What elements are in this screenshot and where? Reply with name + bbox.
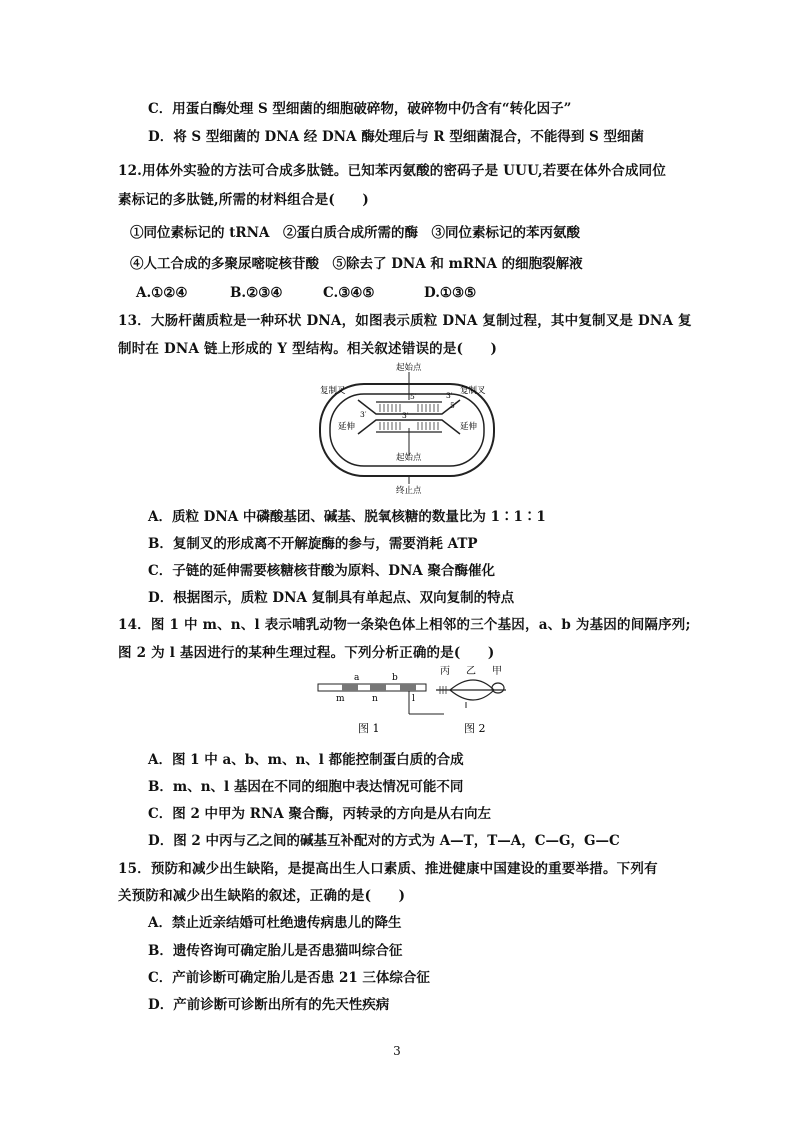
q15-option-a: A．禁止近亲结婚可杜绝遗传病患儿的降生 — [148, 915, 402, 931]
extend-left-label: 延伸 — [338, 422, 356, 432]
label-jia: 甲 — [492, 666, 502, 677]
q14-option-b: B．m、n、l 基因在不同的细胞中表达情况可能不同 — [148, 779, 464, 795]
label-a: a — [354, 673, 360, 683]
fork-left-label: 复制叉 — [320, 386, 346, 396]
q15-option-d: D．产前诊断可诊断出所有的先天性疾病 — [148, 997, 390, 1013]
q14-stem-line2: 图 2 为 l 基因进行的某种生理过程。下列分析正确的是( ) — [118, 645, 495, 661]
q12-option-c: C.③④⑤ — [323, 285, 375, 301]
label-3prime-b: 3′ — [402, 411, 409, 420]
label-3prime-a: 3′ — [360, 410, 367, 419]
q13-stem-line1: 13．大肠杆菌质粒是一种环状 DNA，如图表示质粒 DNA 复制过程，其中复制叉是 DNA 复 — [118, 313, 692, 329]
q12-option-b: B.②③④ — [230, 285, 283, 301]
label-3prime-c: 3′ — [446, 391, 453, 400]
q14-option-a: A．图 1 中 a、b、m、n、l 都能控制蛋白质的合成 — [148, 752, 464, 768]
q15-stem-line2: 关预防和减少出生缺陷的叙述，正确的是( ) — [118, 888, 406, 904]
label-5prime-b: 5′ — [450, 401, 457, 410]
label-b: b — [392, 673, 398, 683]
q11-option-d: D．将 S 型细菌的 DNA 经 DNA 酶处理后与 R 型细菌混合，不能得到 S 型细菌 — [148, 129, 644, 145]
figure1-caption: 图 1 — [358, 722, 380, 735]
q15-stem-line1: 15．预防和减少出生缺陷，是提高出生人口素质、推进健康中国建设的重要举措。下列有 — [118, 861, 658, 877]
q14-option-c: C．图 2 中甲为 RNA 聚合酶，丙转录的方向是从右向左 — [148, 806, 491, 822]
label-5prime-a: 5′ — [410, 392, 417, 401]
plasmid-replication-diagram — [318, 360, 498, 495]
label-yi: 乙 — [466, 666, 476, 677]
q12-items-line2: ④人工合成的多聚尿嘧啶核苷酸 ⑤除去了 DNA 和 mRNA 的细胞裂解液 — [130, 256, 583, 272]
fork-right-label: 复制叉 — [460, 386, 486, 396]
label-bing: 丙 — [440, 666, 450, 677]
extend-right-label: 延伸 — [460, 422, 478, 432]
origin-top-label: 起始点 — [396, 363, 422, 373]
q12-items-line1: ①同位素标记的 tRNA ②蛋白质合成所需的酶 ③同位素标记的苯丙氨酸 — [130, 225, 580, 241]
q13-option-d: D．根据图示，质粒 DNA 复制具有单起点、双向复制的特点 — [148, 590, 515, 606]
q12-option-d: D.①③⑤ — [424, 285, 477, 301]
gene-transcription-diagram — [316, 664, 516, 736]
figure2-caption: 图 2 — [464, 722, 486, 735]
q12-stem-line2: 素标记的多肽链,所需的材料组合是( ) — [118, 192, 369, 208]
q13-stem-line2: 制时在 DNA 链上形成的 Y 型结构。相关叙述错误的是( ) — [118, 341, 498, 357]
q15-option-b: B．遗传咨询可确定胎儿是否患猫叫综合征 — [148, 943, 403, 959]
q15-option-c: C．产前诊断可确定胎儿是否患 21 三体综合征 — [148, 970, 430, 986]
page-number: 3 — [393, 1044, 401, 1058]
label-l: l — [412, 694, 415, 704]
label-m: m — [336, 694, 345, 704]
origin-bottom-label: 起始点 — [396, 453, 422, 463]
q13-option-a: A．质粒 DNA 中磷酸基团、碱基、脱氧核糖的数量比为 1∶1∶1 — [148, 509, 546, 525]
q12-stem-line1: 12.用体外实验的方法可合成多肽链。已知苯丙氨酸的密码子是 UUU,若要在体外合成同位 — [118, 163, 667, 179]
q13-option-c: C．子链的延伸需要核糖核苷酸为原料、DNA 聚合酶催化 — [148, 563, 495, 579]
q14-option-d: D．图 2 中丙与乙之间的碱基互补配对的方式为 A—T，T—A，C—G，G—C — [148, 833, 620, 849]
label-n: n — [372, 694, 378, 704]
q12-option-a: A.①②④ — [136, 285, 188, 301]
q11-option-c: C．用蛋白酶处理 S 型细菌的细胞破碎物，破碎物中仍含有“转化因子” — [148, 101, 572, 117]
q13-option-b: B．复制叉的形成离不开解旋酶的参与，需要消耗 ATP — [148, 536, 478, 552]
terminus-label: 终止点 — [396, 486, 422, 495]
q14-stem-line1: 14．图 1 中 m、n、l 表示哺乳动物一条染色体上相邻的三个基因，a、b 为基因的间隔序列; — [118, 617, 691, 633]
